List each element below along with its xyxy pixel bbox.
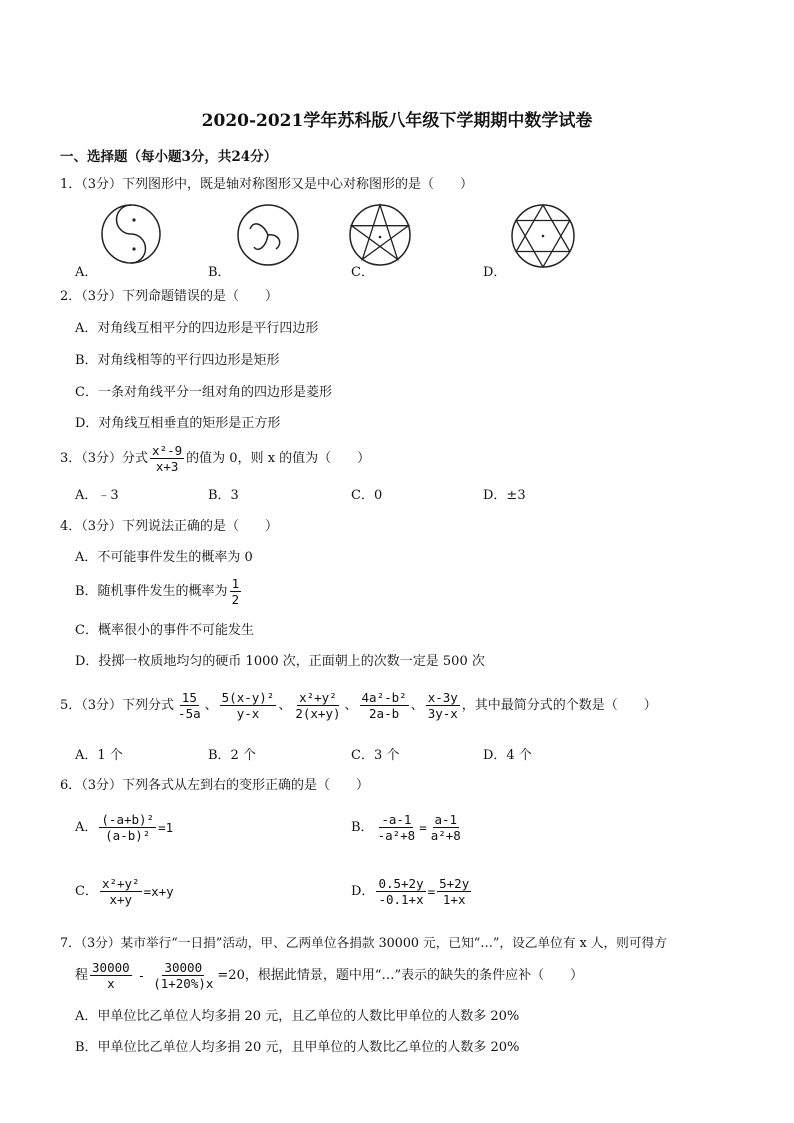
q7-f2-numerator: 30000 [164,960,203,975]
q7-f2-denominator: (1+20%)x [153,976,214,991]
question-7-line-2 [75,960,583,991]
question-6-stem: 6．（3分）下列各式从左到右的变形正确的是（ ） [60,778,370,793]
q6-option-d[interactable] [351,876,473,907]
q6-b-left-fraction [376,812,418,843]
q6-b-left-numerator: -a-1 [381,812,412,827]
q6-option-b[interactable] [351,812,465,843]
q1-option-d-label: D． [483,265,507,280]
q6-option-c[interactable] [75,876,174,907]
triple-swirl-figure[interactable] [236,203,300,267]
question-5-stem [60,690,657,721]
q5-option-a[interactable]: A．1 个 [75,748,123,763]
q2-option-d[interactable]: D．对角线互相垂直的矩形是正方形 [75,416,281,431]
q3-option-a[interactable]: A．﹣3 [75,488,119,503]
q1-option-b-label: B． [208,265,231,280]
q1-option-c-label: C． [351,265,374,280]
q4-denominator: 2 [231,592,240,607]
q4-option-d[interactable]: D．投掷一枚质地均匀的硬币 1000 次，正面朝上的次数一定是 500 次 [75,654,485,669]
q5-f3-denominator: 2(x+y) [295,706,341,721]
q6-b-equals: = [419,819,427,835]
question-3-stem [60,443,370,474]
q7-suffix: =20，根据此情景，题中用“…”表示的缺失的条件应补（ ） [217,967,584,983]
q6-d-equals: = [427,883,436,899]
q7-prefix: 程 [75,967,89,983]
q6-c-rhs: =x+y [143,883,174,899]
q4-numerator: 1 [231,576,240,591]
q7-fraction-2 [151,960,215,991]
q6-b-right-numerator: a-1 [434,812,458,827]
q5-separator: 、 [344,697,358,713]
q5-f1-numerator: 15 [181,690,197,705]
q3-fraction [150,443,184,474]
q6-d-left-numerator: 0.5+2y [378,876,424,891]
q3-option-c[interactable]: C．0 [351,488,383,503]
q6-a-label: A． [75,819,98,835]
question-4-stem: 4．（3分）下列说法正确的是（ ） [60,519,279,534]
q6-a-denominator: (a-b)² [105,828,151,843]
q5-fraction-5 [426,690,460,721]
q6-b-label: B． [351,819,374,835]
q4-option-b[interactable] [75,576,243,607]
q6-d-right-numerator: 5+2y [439,876,470,891]
q5-option-d[interactable]: D．4 个 [483,748,532,763]
q5-f3-numerator: x²+y² [299,690,337,705]
star-in-circle-figure[interactable] [348,203,412,267]
q5-option-c[interactable]: C．3 个 [351,748,400,763]
q3-option-d[interactable]: D．±3 [483,488,526,503]
q2-option-c[interactable]: C．一条对角线平分一组对角的四边形是菱形 [75,385,332,400]
q7-f1-numerator: 30000 [92,960,130,975]
q3-prefix: 3．（3分）分式 [60,450,149,466]
q7-minus: - [137,967,146,983]
question-1-stem: 1．（3分）下列图形中，既是轴对称图形又是中心对称图形的是（ ） [60,177,474,192]
question-2-stem: 2．（3分）下列命题错误的是（ ） [60,289,279,304]
q6-a-rhs: =1 [158,819,174,835]
q5-separator: 、 [204,697,218,713]
q5-f5-denominator: 3y-x [427,706,458,721]
q4-option-b-text: B．随机事件发生的概率为 [75,583,228,599]
q5-fraction-4 [360,690,409,721]
q5-f2-numerator: 5(x-y)² [221,690,275,705]
q6-d-left-fraction [376,876,425,907]
q5-separator: 、 [278,697,292,713]
q5-f4-numerator: 4a²-b² [361,690,407,705]
q7-f1-denominator: x [107,976,115,991]
q6-c-label: C． [75,883,98,899]
q5-option-b[interactable]: B．2 个 [208,748,256,763]
q5-prefix: 5．（3分）下列分式 [60,697,175,713]
q5-separator: 、 [410,697,424,713]
q1-option-a-label: A． [75,265,98,280]
q5-f4-denominator: 2a-b [369,706,400,721]
q6-d-label: D． [351,883,375,899]
q3-option-b[interactable]: B．3 [208,488,239,503]
q6-c-numerator: x²+y² [101,876,140,891]
q2-option-b[interactable]: B．对角线相等的平行四边形是矩形 [75,353,280,368]
q5-f5-numerator: x-3y [427,690,458,705]
q3-suffix: 的值为 0，则 x 的值为（ ） [186,450,371,466]
q7-fraction-1 [90,960,132,991]
q6-d-left-denominator: -0.1+x [378,892,424,907]
q2-option-a[interactable]: A．对角线互相平分的四边形是平行四边形 [75,321,319,336]
q6-d-right-denominator: 1+x [442,892,466,907]
hexagram-in-circle-figure[interactable] [510,203,576,269]
q6-b-right-denominator: a²+8 [430,828,461,843]
q4-option-c[interactable]: C．概率很小的事件不可能发生 [75,623,254,638]
q7-option-a[interactable]: A．甲单位比乙单位人均多捐 20 元，且乙单位的人数比甲单位的人数多 20% [75,1009,520,1024]
section-heading: 一、选择题（每小题3分，共24分） [60,149,278,165]
page-title: 2020-2021学年苏科版八年级下学期期中数学试卷 [201,111,593,131]
q4-fraction [230,576,242,607]
question-7-line-1: 7．（3分）某市举行“一日捐”活动，甲、乙两单位各捐款 30000 元，已知“…”，设乙单位有 x 人，则可得方 [60,935,667,950]
q3-denominator: x+3 [155,459,179,474]
q3-numerator: x²-9 [152,443,183,458]
q6-b-left-denominator: -a²+8 [377,828,416,843]
yin-yang-figure[interactable] [100,203,162,265]
q5-fraction-1 [176,690,203,721]
q4-option-a[interactable]: A．不可能事件发生的概率为 0 [75,550,253,565]
q6-a-fraction [99,812,156,843]
q6-a-numerator: (-a+b)² [101,812,155,827]
q5-fraction-2 [220,690,277,721]
q7-option-b[interactable]: B．甲单位比乙单位人均多捐 20 元，且甲单位的人数比乙单位的人数多 20% [75,1040,520,1055]
q6-c-denominator: x+y [109,892,133,907]
q5-suffix: ，其中最简分式的个数是（ ） [461,697,657,713]
q6-option-a[interactable] [75,812,173,843]
q5-f1-denominator: -5a [178,706,201,721]
q6-d-right-fraction [437,876,471,907]
q6-b-right-fraction [429,812,463,843]
q6-c-fraction [100,876,142,907]
q5-fraction-3 [293,690,342,721]
q5-f2-denominator: y-x [236,706,260,721]
